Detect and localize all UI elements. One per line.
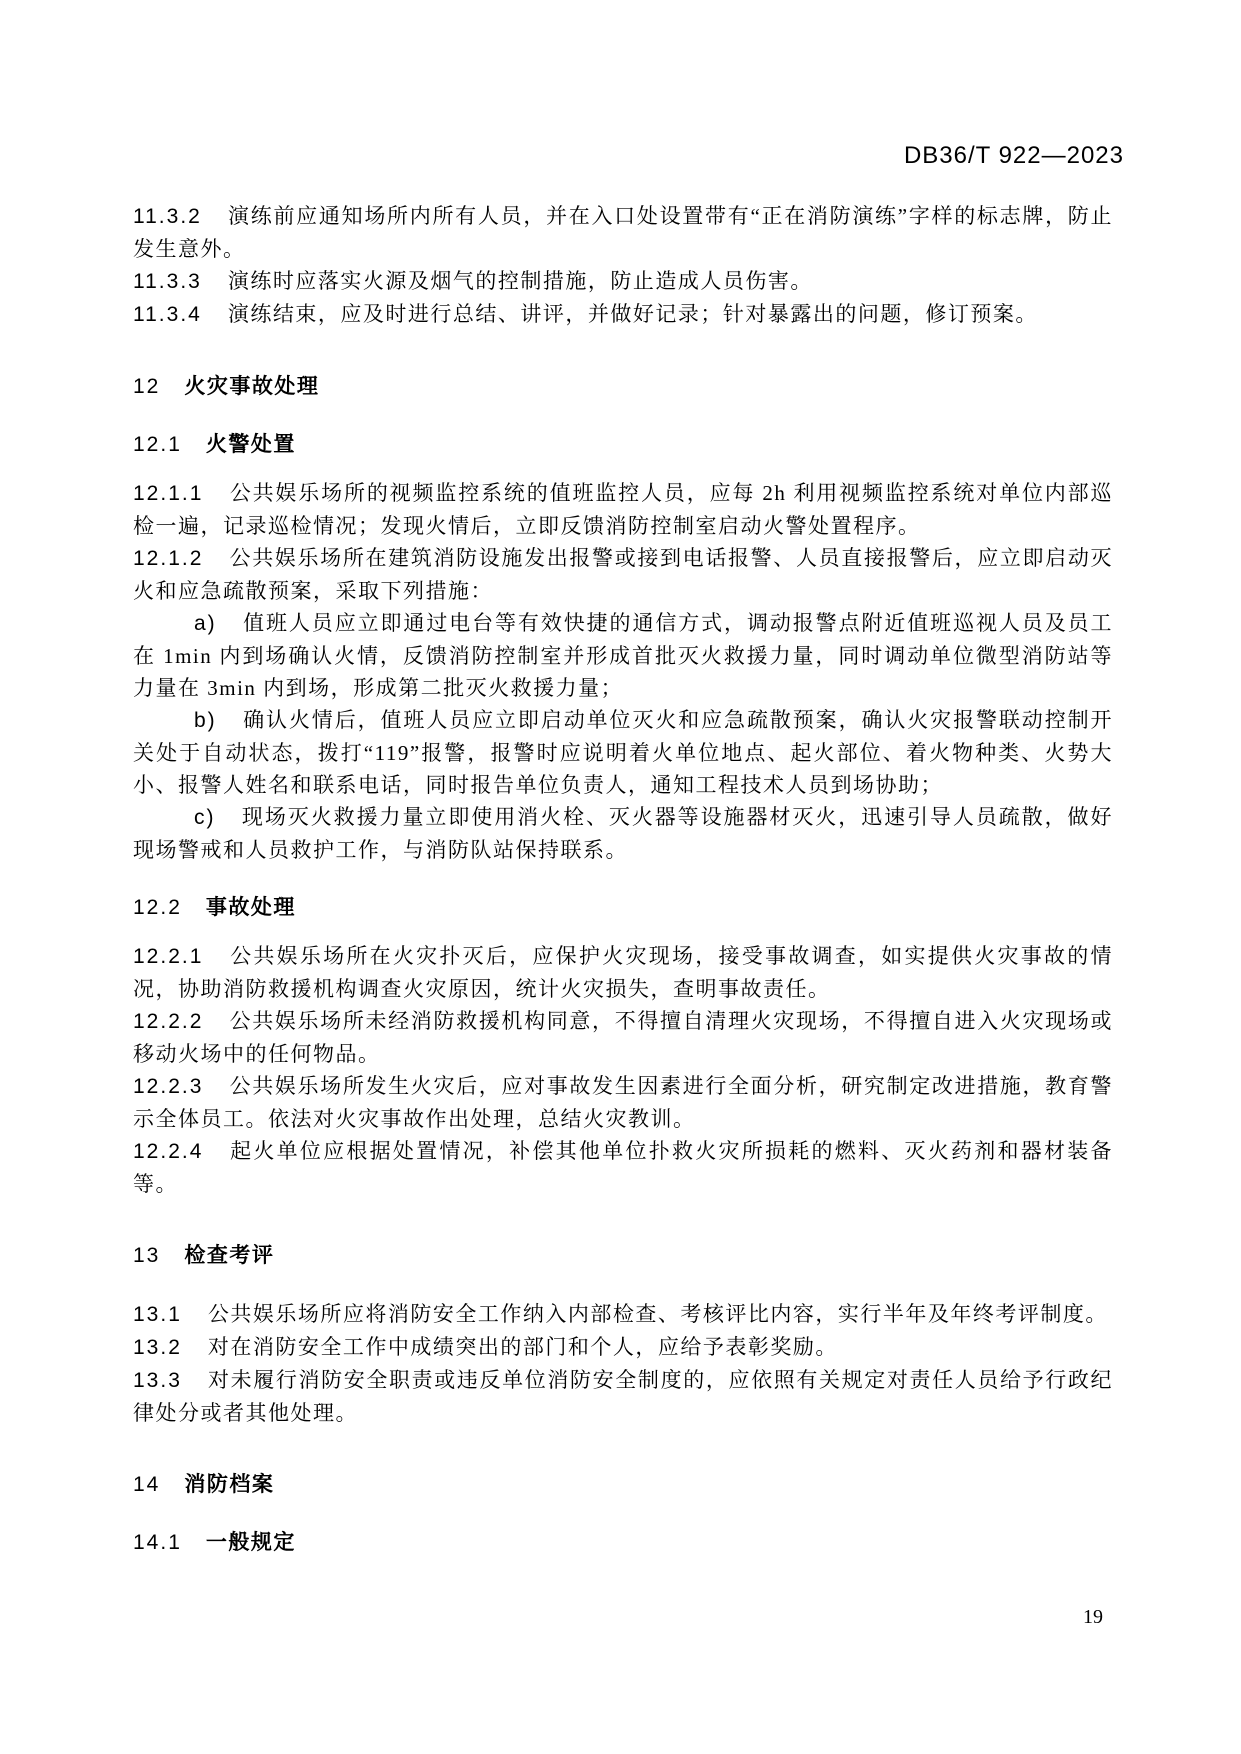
page-footer — [133, 1606, 1103, 1629]
clause-text: 演练前应通知场所内所有人员，并在入口处设置带有“正在消防演练”字样的标志牌，防止发生意外。 — [133, 204, 1113, 261]
clause-number: b) — [194, 709, 217, 732]
section-heading — [133, 429, 1113, 461]
clause-text: 检查考评 — [184, 1244, 275, 1267]
clause-text: 公共娱乐场所在建筑消防设施发出报警或接到电话报警、人员直接报警后，应立即启动灭火和应急疏散预案，采取下列措施： — [133, 546, 1113, 603]
clause-paragraph — [133, 1298, 1113, 1331]
clause-number: 12.2.2 — [133, 1010, 204, 1033]
clause-text: 演练时应落实火源及烟气的控制措施，防止造成人员伤害。 — [227, 269, 813, 293]
list-item — [133, 704, 1113, 801]
section-heading — [133, 1527, 1113, 1559]
clause-number: 13.1 — [133, 1303, 182, 1326]
clause-number: 12.2.3 — [133, 1075, 204, 1098]
clause-paragraph — [133, 1005, 1113, 1070]
clause-text: 值班人员应立即通过电台等有效快捷的通信方式，调动报警点附近值班巡视人员及员工在 1min 内到场确认火情，反馈消防控制室并形成首批灭火救援力量，同时调动单位微型消防站等力量在 3min 内到场，形成第二批灭火救援力量； — [133, 611, 1113, 700]
clause-text: 消防档案 — [184, 1473, 275, 1496]
clause-text: 火灾事故处理 — [184, 375, 320, 398]
clause-number: 14 — [133, 1473, 161, 1496]
clause-number: c) — [194, 806, 216, 829]
clause-number: 13 — [133, 1244, 161, 1267]
clause-paragraph — [133, 1070, 1113, 1135]
clause-number: 12.1 — [133, 433, 182, 456]
clause-number: 14.1 — [133, 1531, 182, 1554]
clause-number: 12.1.1 — [133, 482, 204, 505]
clause-paragraph — [133, 200, 1113, 265]
list-item — [133, 801, 1113, 866]
clause-text: 现场灭火救援力量立即使用消火栓、灭火器等设施器材灭火，迅速引导人员疏散，做好现场警戒和人员救护工作，与消防队站保持联系。 — [133, 805, 1113, 862]
clause-paragraph — [133, 1331, 1113, 1364]
clause-paragraph — [133, 542, 1113, 607]
section-heading — [133, 371, 1113, 403]
section-heading — [133, 1240, 1113, 1272]
clause-number: 11.3.3 — [133, 270, 202, 293]
page-number: 19 — [1083, 1606, 1103, 1628]
clause-paragraph — [133, 940, 1113, 1005]
clause-paragraph — [133, 1135, 1113, 1200]
standard-number: DB36/T 922—2023 — [903, 142, 1124, 169]
clause-text: 确认火情后，值班人员应立即启动单位灭火和应急疏散预案，确认火灾报警联动控制开关处于自动状态，拨打“119”报警，报警时应说明着火单位地点、起火部位、着火物种类、火势大小、报警人姓名和联系电话，同时报告单位负责人，通知工程技术人员到场协助； — [133, 708, 1113, 797]
clause-number: 12.2.1 — [133, 945, 204, 968]
clause-paragraph — [133, 265, 1113, 298]
section-heading — [133, 1469, 1113, 1501]
clause-number: 13.3 — [133, 1369, 182, 1392]
document-body — [133, 200, 1113, 1575]
clause-number: 12.2.4 — [133, 1140, 204, 1163]
clause-number: 12 — [133, 375, 161, 398]
clause-text: 公共娱乐场所未经消防救援机构同意，不得擅自清理火灾现场，不得擅自进入火灾现场或移动火场中的任何物品。 — [133, 1009, 1113, 1066]
clause-number: a) — [194, 612, 217, 635]
clause-text: 火警处置 — [205, 433, 296, 456]
clause-number: 12.1.2 — [133, 547, 204, 570]
clause-number: 13.2 — [133, 1336, 182, 1359]
clause-text: 对在消防安全工作中成绩突出的部门和个人，应给予表彰奖励。 — [207, 1335, 838, 1359]
clause-text: 对未履行消防安全职责或违反单位消防安全制度的，应依照有关规定对责任人员给予行政纪律处分或者其他处理。 — [133, 1368, 1113, 1425]
list-item — [133, 607, 1113, 704]
clause-text: 公共娱乐场所在火灾扑灭后，应保护火灾现场，接受事故调查，如实提供火灾事故的情况，协助消防救援机构调查火灾原因，统计火灾损失，查明事故责任。 — [133, 944, 1113, 1001]
clause-text: 演练结束，应及时进行总结、讲评，并做好记录；针对暴露出的问题，修订预案。 — [227, 302, 1038, 326]
clause-paragraph — [133, 298, 1113, 331]
clause-number: 11.3.2 — [133, 205, 202, 228]
clause-number: 11.3.4 — [133, 303, 202, 326]
clause-text: 公共娱乐场所的视频监控系统的值班监控人员，应每 2h 利用视频监控系统对单位内部巡检一遍，记录巡检情况；发现火情后，立即反馈消防控制室启动火警处置程序。 — [133, 481, 1113, 538]
clause-number: 12.2 — [133, 896, 182, 919]
clause-text: 公共娱乐场所应将消防安全工作纳入内部检查、考核评比内容，实行半年及年终考评制度。 — [207, 1302, 1108, 1326]
clause-text: 公共娱乐场所发生火灾后，应对事故发生因素进行全面分析，研究制定改进措施，教育警示全体员工。依法对火灾事故作出处理，总结火灾教训。 — [133, 1074, 1113, 1131]
clause-text: 起火单位应根据处置情况，补偿其他单位扑救火灾所损耗的燃料、灭火药剂和器材装备等。 — [133, 1139, 1113, 1196]
page-header — [133, 142, 1124, 170]
clause-paragraph — [133, 477, 1113, 542]
clause-text: 一般规定 — [205, 1531, 296, 1554]
clause-paragraph — [133, 1364, 1113, 1429]
clause-text: 事故处理 — [205, 896, 296, 919]
section-heading — [133, 892, 1113, 924]
